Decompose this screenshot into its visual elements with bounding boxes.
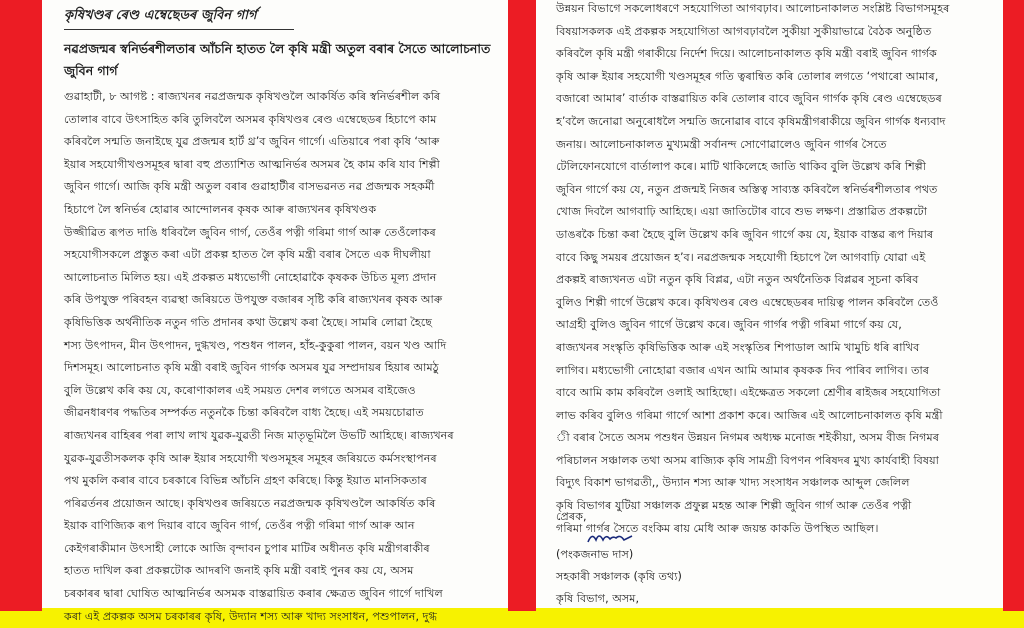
text-line: জনায়। আলোচনাকালত মুখ্যমন্ত্ৰী সৰ্বানন্দ সোণোৱালেও জুবিন গাৰ্গৰ সৈতে [556,137,887,151]
signatory-department: কৃষি বিভাগ, অসম, [556,592,640,605]
text-line: বজাৰো আমাৰ’ বাৰ্তাক বাস্তৱায়িত কৰি তোলাৰ বাবে জুবিন গাৰ্গক কৃষি ৰেণ্ড এম্বেছেডৰ [556,92,942,106]
text-line: বাবে আমি কাম কৰিবলৈ ওলাই আহিছো। এইক্ষেত্ৰত সকলো শ্ৰেণীৰ ৰাইজৰ সহযোগিতা [556,386,941,400]
text-line: প্ৰকল্পই ৰাজ্যখনত এটা নতুন কৃষি বিপ্লৱ, এটা নতুন অৰ্থনৈতিক বিপ্লৱৰ সূচনা কৰিব [556,273,919,287]
text-line: গুৱাহাটী, ৮ আগষ্ট : ৰাজ্যখনৰ নৱপ্ৰজন্মক কৃষিখণ্ডলৈ আকৰ্ষিত কৰি স্বনিৰ্ভৰশীল কৰি [64,90,441,103]
text-line: খোজ দিবলৈ আগবাঢ়ি আহিছে। এয়া জাতিটোৰ বাবে শুভ লক্ষণ। প্ৰস্তাৱিত প্ৰকল্পটো [556,205,928,219]
text-line: কেইগৰাকীমান উৎসাহী লোকে আজি বৃন্দাবন চুপাৰ মাটিৰ অধীনত কৃষি মন্ত্ৰীগৰাকীৰ [64,541,430,555]
text-line: বুলি উল্লেখ কৰি কয় যে, কৰোণাকালৰ এই সময়ত দেশৰ লগতে অসমৰ বাইজেও [64,383,416,397]
text-line: আলোচনাত মিলিত হয়। এই প্ৰকল্পত মধ্যভোগী নোহোৱাকৈ কৃষকক উচিত মূল্য প্ৰদান [64,270,437,284]
text-line: ৰাজ্যখনৰ বাহিৰৰ পৰা লাখ লাখ যুৱক-যুৱতী নিজ মাতৃভূমিলৈ উভটি আহিছে। ৰাজ্যখনৰ [64,428,454,442]
article-body-right [556,0,990,540]
text-line: ৰাজ্যখনৰ সংস্কৃতি কৃষিভিত্তিক আৰু এই সংস্কৃতিৰ শিপাডাল আমি খামুচি ধৰি ৰাখিব [556,340,920,354]
text-line: ী বৰাৰ সৈতে অসম পশুধন উন্নয়ন নিগমৰ অধ্যক্ষ মনোজ শইকীয়া, অসম বীজ নিগমৰ [556,431,939,445]
page-heading: কৃষিখণ্ডৰ ৰেণ্ড এম্বেছেডৰ জুবিন গাৰ্গ [64,6,294,30]
news-subheading: নৱপ্ৰজন্মৰ স্বনিৰ্ভৰশীলতাৰ আঁচনি হাতত লৈ কৃষি মন্ত্ৰী অতুল বৰাৰ সৈতে আলোচনাত জুবিন গাৰ্গ [64,41,491,78]
text-line: কৃষি বিভাগৰ যুটিয়া সঞ্চালক প্ৰফুল্ল মহন্ত আৰু শিল্পী জুবিন গাৰ্গ আৰু তেওঁৰ পত্নী [556,499,912,513]
text-line: লাগিব। মধ্যভোগী নোহোৱা বজাৰ এখন আমি আমাৰ কৃষকক দিব পাৰিব লাগিব। তাৰ [556,363,930,377]
text-line: পথ মুকলি কৰাৰ বাবে চৰকাৰে বিভিন্ন আঁচনি গ্ৰহণ কৰিছে। কিন্তু ইয়াত মানসিকতাৰ [64,474,427,488]
text-line: কৰা এই প্ৰকল্পক অসম চৰকাৰৰ কৃষি, উদ্যান শস্য আৰু খাদ্য সংসাধন, পশুপালন, দুগ্ধ [64,609,437,623]
text-line: চৰকাৰৰ দ্বাৰা ঘোষিত আত্মনিৰ্ভৰ অসমক বাস্তৱায়িত কৰাৰ ক্ষেত্ৰত জুবিন গাৰ্গে দাখিল [64,587,443,601]
text-line: কৰিবলৈ কৃষি মন্ত্ৰী গৰাকীয়ে নিৰ্দেশ দিয়ে। আলোচনাকালত কৃষি মন্ত্ৰী বৰাই জুবিন গাৰ্গক [556,47,937,61]
text-line: পৰিৱৰ্তনৰ প্ৰয়োজন আছে। কৃষিখণ্ডৰ জৰিয়তে নৱপ্ৰজন্মক কৃষিখণ্ডলৈ আকৰ্ষিত কৰি [64,496,436,510]
press-release-page-2 [536,0,1003,608]
text-line: উন্নয়ন বিভাগে সকলোধৰণে সহযোগিতা আগবঢ়াব। আলোচনাকালত সংশ্লিষ্ট বিভাগসমূহৰ [556,2,950,15]
text-line: দিশসমূহ। আলোচনাত কৃষি মন্ত্ৰী বৰাই জুবিন গাৰ্গক অসমৰ যুৱ সম্প্ৰদায়ৰ হিয়াৰ আমঠু [64,361,439,375]
text-line: পৰিচালন সঞ্চালক তথা অসম ৰাজ্যিক কৃষি সামগ্ৰী বিপণন পৰিষদৰ মুখ্য কাৰ্যবাহী বিষয়া [556,453,939,467]
text-line: জীৱনধাৰণৰ পদ্ধতিৰ সম্পৰ্কত নতুনকৈ চিন্তা কৰিবলৈ বাধ্য হৈছে। এই সময়চোৱাত [64,406,424,420]
text-line: উজ্জীৱিত ৰূপত দাঙি ধৰিবলৈ জুবিন গাৰ্গ, তেওঁৰ পত্নী গৰিমা গাৰ্গ আৰু তেওঁলোকৰ [64,225,436,239]
signatory-name: (পংকজনাভ দাস) [556,548,634,561]
text-line: বিষয়াসকলক এই প্ৰকল্পক সহযোগিতা আগবঢ়াবলৈ সুকীয়া সুকীয়াভাৱে বৈঠক অনুষ্ঠিত [556,24,932,38]
text-line: লাভ কৰিব বুলিও গৰিমা গাৰ্গে আশা প্ৰকাশ কৰে। আজিৰ এই আলোচনাকালত কৃষি মন্ত্ৰী [556,408,943,422]
text-line: বিদ্যুৎ বিকাশ ভাগৱতী,, উদ্যান শস্য আৰু খাদ্য সংসাধন সঞ্চালক আব্দুল জেলিল [556,476,910,490]
text-line: কৰিবলৈ সন্মতি জনাইছে যুৱ প্ৰজন্মৰ হাৰ্ট থ্ৰ’ব জুবিন গাৰ্গে। এতিয়াৰে পৰা কৃষি ‘আৰু [64,135,440,149]
sender-block [556,506,587,528]
text-line: হাতত দাখিল কৰা প্ৰকল্পটোক আদৰণি জনাই কৃষি মন্ত্ৰী বৰাই পুনৰ কয় যে, অসম [64,564,414,578]
text-line: তোলাৰ বাবে উৎসাহিত কৰি তুলিবলৈ অসমৰ কৃষিখণ্ডৰ ৰেণ্ড এম্বেছেডৰ হিচাপে কাম [64,112,437,126]
text-line: ইয়াক বাণিজ্যিক ৰূপ দিয়াৰ বাবে জুবিন গাৰ্গ, তেওঁৰ পত্নী গৰিমা গাৰ্গ আৰু আন [64,519,415,533]
text-line: জুবিন গাৰ্গে। আজি কৃষি মন্ত্ৰী অতুল বৰাৰ গুৱাহাটীৰ বাসভৱনত নৱ প্ৰজন্মক সহকৰ্মী [64,180,435,194]
text-line: ডাঙৰকৈ চিন্তা কৰা হৈছে বুলি উল্লেখ কৰি জুবিন গাৰ্গে কয় যে, ইয়াক বাস্তৱ ৰূপ দিয়াৰ [556,227,934,241]
article-body-left [64,86,494,628]
text-line: হিচাপে লৈ স্বনিৰ্ভৰ হোৱাৰ আন্দোলনৰ কৃষক আৰু ৰাজ্যখনৰ কৃষিখণ্ডক [64,202,377,216]
text-line: গৰিমা গাৰ্গৰ সৈতে বংকিম ৰায় মেধি আৰু জয়ন্ত কাকতি উপস্থিত আছিল। [556,521,879,535]
text-line: ইয়াৰ সহযোগীখণ্ডসমূহৰ দ্বাৰা বহু প্ৰত্যাশিত আত্মনিৰ্ভৰ অসমৰ হৈ কাম কৰি যাব শিল্পী [64,157,440,171]
text-line: কৃষিভিত্তিক অৰ্থনীতিক নতুন গতি প্ৰদানৰ কথা উল্লেখ কৰা হৈছে। সামৰি লোৱা হৈছে [64,315,433,329]
text-line: সহযোগীসকলে প্ৰস্তুত কৰা এটা প্ৰকল্প হাতত লৈ কৃষি মন্ত্ৰী বৰাৰ সৈতে এক দীঘলীয়া [64,248,431,262]
text-line: যুৱক-যুৱতীসকলক কৃষি আৰু ইয়াৰ সহযোগী খণ্ডসমূহৰ সমূহৰ জৰিয়তে কৰ্মসংস্থাপনৰ [64,451,437,465]
text-line: টেলিফোনযোগে বাৰ্তালাপ কৰে। মাটি থাকিলেহে জাতি থাকিব বুলি উল্লেখ কৰি শিল্পী [556,160,926,174]
right-red-border [1003,0,1024,611]
text-line: কৃষি আৰু ইয়াৰ সহযোগী খণ্ডসমূহৰ গতি ত্বৰান্বিত কৰি তোলাৰ লগতে ‘পথাৰো আমাৰ, [556,69,939,83]
text-line: শস্য উৎপাদন, মীন উৎপাদন, দুগ্ধখণ্ড, পশুধন পালন, হাঁহ-কুকুৰা পালন, বয়ন খণ্ড আদি [64,338,447,352]
text-line: আগ্ৰহী বুলিও জুবিন গাৰ্গে উল্লেখ কৰে। জুবিন গাৰ্গৰ পত্নী গৰিমা গাৰ্গে কয় যে, [556,318,902,332]
signatory-block [556,544,682,610]
text-line: হ’বলৈ জনোৱা অনুৰোধলৈ সন্মতি জনোৱাৰ বাবে কৃষিমন্ত্ৰীগৰাকীয়ে জুবিন গাৰ্গক ধন্যবাদ [556,114,946,128]
sender-label: প্ৰেৰক, [556,510,587,523]
text-line: বুলিও শিল্পী গাৰ্গে উল্লেখ কৰে। কৃষিখণ্ডৰ ৰেণ্ড এম্বেছেডৰৰ দায়িত্ব পালন কৰিবলৈ তেওঁ [556,295,939,309]
text-line: কৰি উপযুক্ত পৰিবহন ব্যৱস্থা জৰিয়তে উপযুক্ত বজাৰৰ সৃষ্টি কৰি ৰাজ্যখনৰ কৃষক আৰু [64,293,443,307]
signatory-designation: সহকাৰী সঞ্চালক (কৃষি তথ্য) [556,570,682,583]
middle-red-divider [508,0,536,611]
text-line: বাবে কিছু সময়ৰ প্ৰয়োজন হ’ব। নৱপ্ৰজন্মক সহযোগী হিচাপে লৈ আগবাঢ়ি যোৱা এই [556,250,926,264]
press-release-page-1 [42,0,508,623]
text-line: জুবিন গাৰ্গে কয় যে, নতুন প্ৰজন্মই নিজৰ অস্তিত্ব সাব্যস্ত কৰিবলৈ স্বনিৰ্ভৰশীলতাৰ পথত [556,182,938,196]
left-red-border [0,0,42,611]
